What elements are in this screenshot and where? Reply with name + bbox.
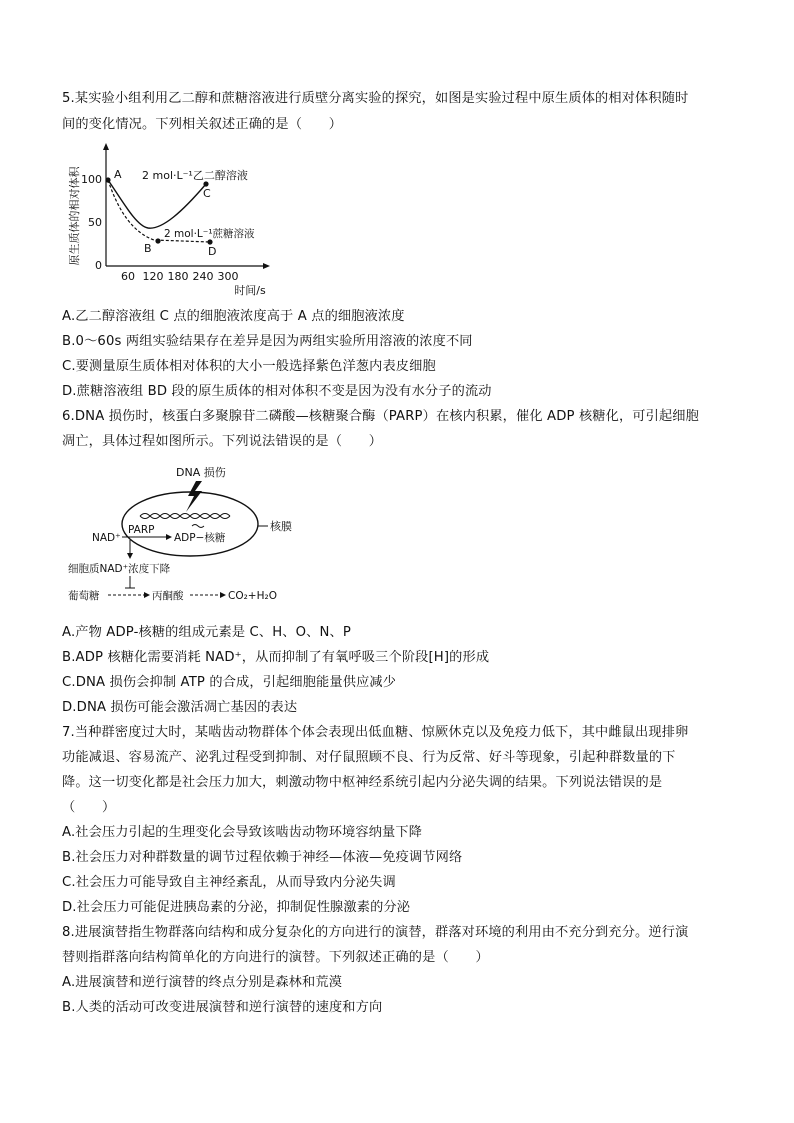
q8-option-b: B.人类的活动可改变进展演替和逆行演替的速度和方向 (62, 1000, 383, 1015)
chart-ylabel: 原生质体的相对体积 (68, 166, 81, 266)
label-c: C (203, 187, 211, 200)
parp-label: PARP (128, 524, 155, 536)
down-arrowhead-1 (127, 553, 133, 559)
glucose-label: 葡萄糖 (68, 590, 100, 602)
q6-option-c: C.DNA 损伤会抑制 ATP 的合成，引起细胞能量供应减少 (62, 675, 397, 690)
y-tick-50: 50 (88, 216, 102, 229)
x-axis-arrow (263, 263, 270, 269)
x-tick-60: 60 (121, 270, 135, 283)
q8-stem-line1: 8.进展演替指生物群落向结构和成分复杂化的方向进行的演替，群落对环境的利用由不充分到充分。逆行演 (62, 925, 689, 940)
q8-stem-line2: 替则指群落向结构简单化的方向进行的演替。下列叙述正确的是（ ） (62, 950, 489, 965)
q7-stem-line1: 7.当种群密度过大时，某啮齿动物群体个体会表现出低血糖、惊厥休克以及免疫力低下，其中雌鼠出现排卵 (62, 725, 689, 740)
q5-volume-chart (62, 140, 282, 300)
lightning-icon (186, 481, 202, 512)
q7-option-d: D.社会压力可能促进胰岛素的分泌，抑制促性腺激素的分泌 (62, 900, 411, 915)
y-axis-arrow (103, 143, 109, 150)
point-b (155, 238, 160, 243)
point-a (105, 177, 110, 182)
x-tick-180: 180 (167, 270, 189, 283)
q7-option-a: A.社会压力引起的生理变化会导致该啮齿动物环境容纳量下降 (62, 825, 423, 840)
label-d: D (208, 245, 217, 258)
x-tick-120: 120 (142, 270, 164, 283)
point-c (203, 181, 208, 186)
label-sucrose: 2 mol·L⁻¹蔗糖溶液 (164, 228, 255, 240)
q5-stem-line1: 5.某实验小组利用乙二醇和蔗糖溶液进行质壁分离实验的探究，如图是实验过程中原生质体的相对体积随时 (62, 91, 689, 106)
q7-stem-line4: （ ） (62, 800, 116, 815)
q8-option-a: A.进展演替和逆行演替的终点分别是森林和荒漠 (62, 975, 343, 990)
nad-label: NAD⁺ (92, 532, 121, 544)
label-b: B (144, 242, 152, 255)
x-tick-240: 240 (192, 270, 214, 283)
q5-option-a: A.乙二醇溶液组 C 点的细胞液浓度高于 A 点的细胞液浓度 (62, 309, 405, 324)
pyruvate-label: 丙酮酸 (152, 590, 184, 602)
products-label: CO₂+H₂O (228, 590, 277, 602)
q5-stem-line2: 间的变化情况。下列相关叙述正确的是（ ） (62, 117, 343, 132)
point-d (207, 239, 212, 244)
q7-option-c: C.社会压力可能导致自主神经紊乱，从而导致内分泌失调 (62, 875, 396, 890)
dna-strand-2 (140, 514, 230, 519)
q5-option-b: B.0～60s 两组实验结果存在差异是因为两组实验所用溶液的浓度不同 (62, 334, 473, 349)
q6-stem-line1: 6.DNA 损伤时，核蛋白多聚腺苷二磷酸—核糖聚合酶（PARP）在核内积累，催化 ADP 核糖化，可引起细胞 (62, 409, 699, 424)
x-tick-300: 300 (217, 270, 239, 283)
nad-arrowhead (166, 534, 172, 540)
label-glycol: 2 mol·L⁻¹乙二醇溶液 (142, 169, 248, 182)
q6-option-a: A.产物 ADP-核糖的组成元素是 C、H、O、N、P (62, 625, 351, 640)
q6-option-b: B.ADP 核糖化需要消耗 NAD⁺，从而抑制了有氧呼吸三个阶段[H]的形成 (62, 650, 490, 665)
chain-arrowhead-1 (144, 592, 150, 598)
cyto-nad-label: 细胞质NAD⁺浓度下降 (68, 563, 171, 575)
adp-ribose-label: ADP−核糖 (174, 532, 226, 544)
q7-option-b: B.社会压力对种群数量的调节过程依赖于神经—体液—免疫调节网络 (62, 850, 463, 865)
nuclear-membrane-label: 核膜 (270, 520, 292, 533)
q5-option-c: C.要测量原生质体相对体积的大小一般选择紫色洋葱内表皮细胞 (62, 359, 436, 374)
y-tick-0: 0 (95, 259, 102, 272)
chain-arrowhead-2 (220, 592, 226, 598)
q6-parp-diagram (62, 460, 342, 610)
label-a: A (114, 168, 122, 181)
glycol-curve (108, 180, 206, 228)
dna-fragment (192, 525, 204, 528)
q6-option-d: D.DNA 损伤可能会激活凋亡基因的表达 (62, 700, 298, 715)
q6-stem-line2: 凋亡，具体过程如图所示。下列说法错误的是（ ） (62, 434, 383, 449)
q7-stem-line3: 降。这一切变化都是社会压力加大，刺激动物中枢神经系统引起内分泌失调的结果。下列说法错误的是 (62, 775, 663, 790)
q7-stem-line2: 功能减退、容易流产、泌乳过程受到抑制、对仔鼠照顾不良、行为反常、好斗等现象，引起种群数量的下 (62, 750, 676, 765)
q5-option-d: D.蔗糖溶液组 BD 段的原生质体的相对体积不变是因为没有水分子的流动 (62, 384, 492, 399)
dna-damage-label: DNA 损伤 (176, 466, 226, 479)
dna-strand-1 (140, 514, 230, 519)
y-tick-100: 100 (81, 173, 102, 186)
chart-xlabel: 时间/s (234, 284, 266, 297)
